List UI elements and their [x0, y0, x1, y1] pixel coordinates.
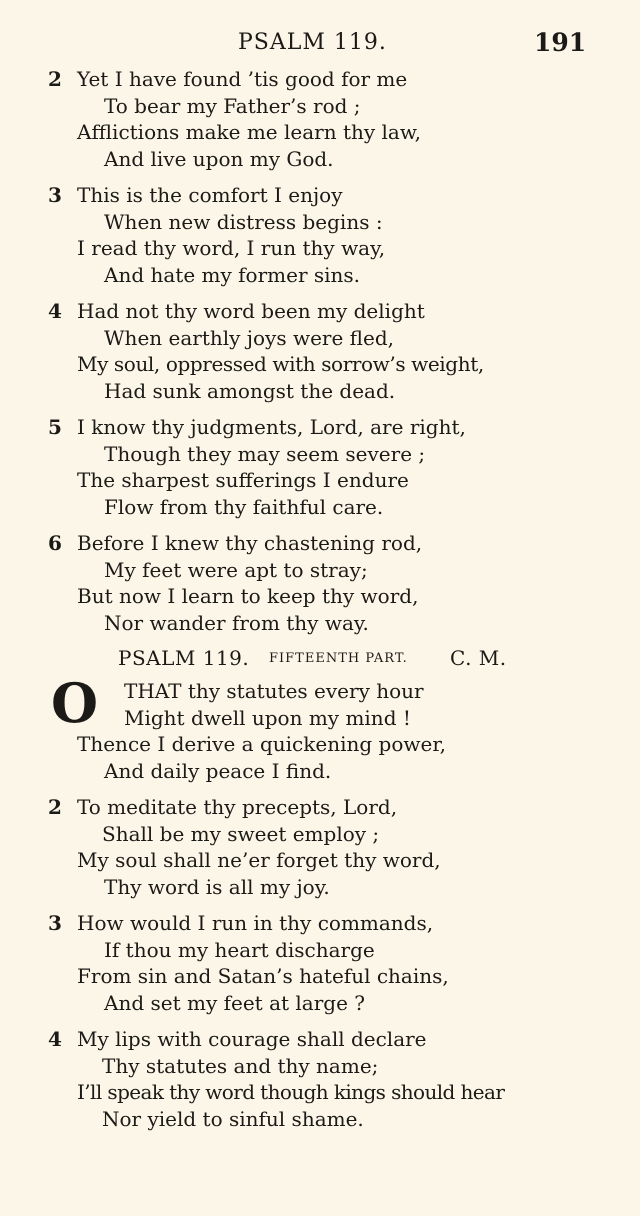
verse-line: My soul, oppressed with sorrow’s weight, [77, 352, 484, 376]
verse-line: I know thy judgments, Lord, are right, [77, 415, 466, 439]
verse-line: And set my feet at large ? [104, 990, 365, 1015]
stanza-number: 4 [48, 299, 62, 323]
stanza-number: 6 [48, 531, 62, 555]
stanza-number: 5 [48, 415, 62, 439]
stanza-number: 4 [48, 1027, 62, 1051]
stanza-3 [48, 182, 618, 288]
stanza-6 [48, 530, 618, 636]
verse-line: And hate my former sins. [104, 262, 361, 287]
stanza-number: 2 [48, 67, 62, 91]
stanza-number: 3 [48, 911, 62, 935]
section-heading [48, 646, 618, 674]
verse-line: My soul shall ne’er forget thy word, [77, 848, 441, 872]
drop-cap: O [51, 671, 99, 735]
running-title: PSALM 119. [238, 30, 387, 55]
verse-line: But now I learn to keep thy word, [77, 584, 419, 608]
verse-line: Before I knew thy chastening rod, [77, 531, 423, 555]
verse-line: My feet were apt to stray; [104, 557, 368, 582]
running-head [0, 30, 640, 64]
stanza-4 [48, 298, 618, 404]
verse-line: Thy word is all my joy. [104, 874, 330, 899]
verse-line: Though they may seem severe ; [104, 441, 426, 466]
verse-line: From sin and Satan’s hateful chains, [77, 964, 449, 988]
verse-line: Afflictions make me learn thy law, [77, 120, 421, 144]
stanza-5 [48, 414, 618, 520]
verse-line: This is the comfort I enjoy [77, 183, 343, 207]
verse-line: My lips with courage shall declare [77, 1027, 427, 1051]
verse-line: When earthly joys were fled, [104, 325, 395, 350]
verse-line: To bear my Father’s rod ; [104, 93, 361, 118]
verse-line: Shall be my sweet employ ; [102, 821, 380, 846]
verse-line: Had sunk amongst the dead. [104, 378, 396, 403]
stanza-1 [48, 671, 618, 784]
verse-line: Flow from thy faithful care. [104, 494, 384, 519]
stanza-3b [48, 910, 618, 1016]
verse-line: Thy statutes and thy name; [102, 1053, 379, 1078]
verse-line: When new distress begins : [104, 209, 383, 234]
page-number: 191 [534, 28, 587, 57]
page-body [48, 66, 618, 1142]
verse-line: I read thy word, I run thy way, [77, 236, 386, 260]
verse-line: Might dwell upon my mind ! [124, 705, 411, 730]
verse-line: And live upon my God. [104, 146, 334, 171]
stanza-number: 3 [48, 183, 62, 207]
verse-line: Nor wander from thy way. [104, 610, 369, 635]
verse-line: THAT thy statutes every hour [124, 679, 424, 703]
verse-line: I’ll speak thy word though kings should hear [77, 1080, 505, 1104]
verse-line: If thou my heart discharge [104, 937, 375, 962]
section-meter: C. M. [450, 646, 507, 670]
stanza-2 [48, 66, 618, 172]
verse-line: To meditate thy precepts, Lord, [77, 795, 398, 819]
verse-line: How would I run in thy commands, [77, 911, 434, 935]
verse-line: Yet I have found ’tis good for me [77, 67, 408, 91]
verse-line: Had not thy word been my delight [77, 299, 425, 323]
section-part: FIFTEENTH PART. [269, 651, 408, 666]
verse-line: And daily peace I find. [104, 758, 332, 783]
verse-line: The sharpest sufferings I endure [77, 468, 409, 492]
stanza-2b [48, 794, 618, 900]
stanza-number: 2 [48, 795, 62, 819]
verse-line: Nor yield to sinful shame. [102, 1106, 364, 1131]
verse-line: Thence I derive a quickening power, [77, 732, 447, 756]
section-psalm: PSALM 119. [118, 646, 250, 670]
stanza-4b [48, 1026, 618, 1132]
